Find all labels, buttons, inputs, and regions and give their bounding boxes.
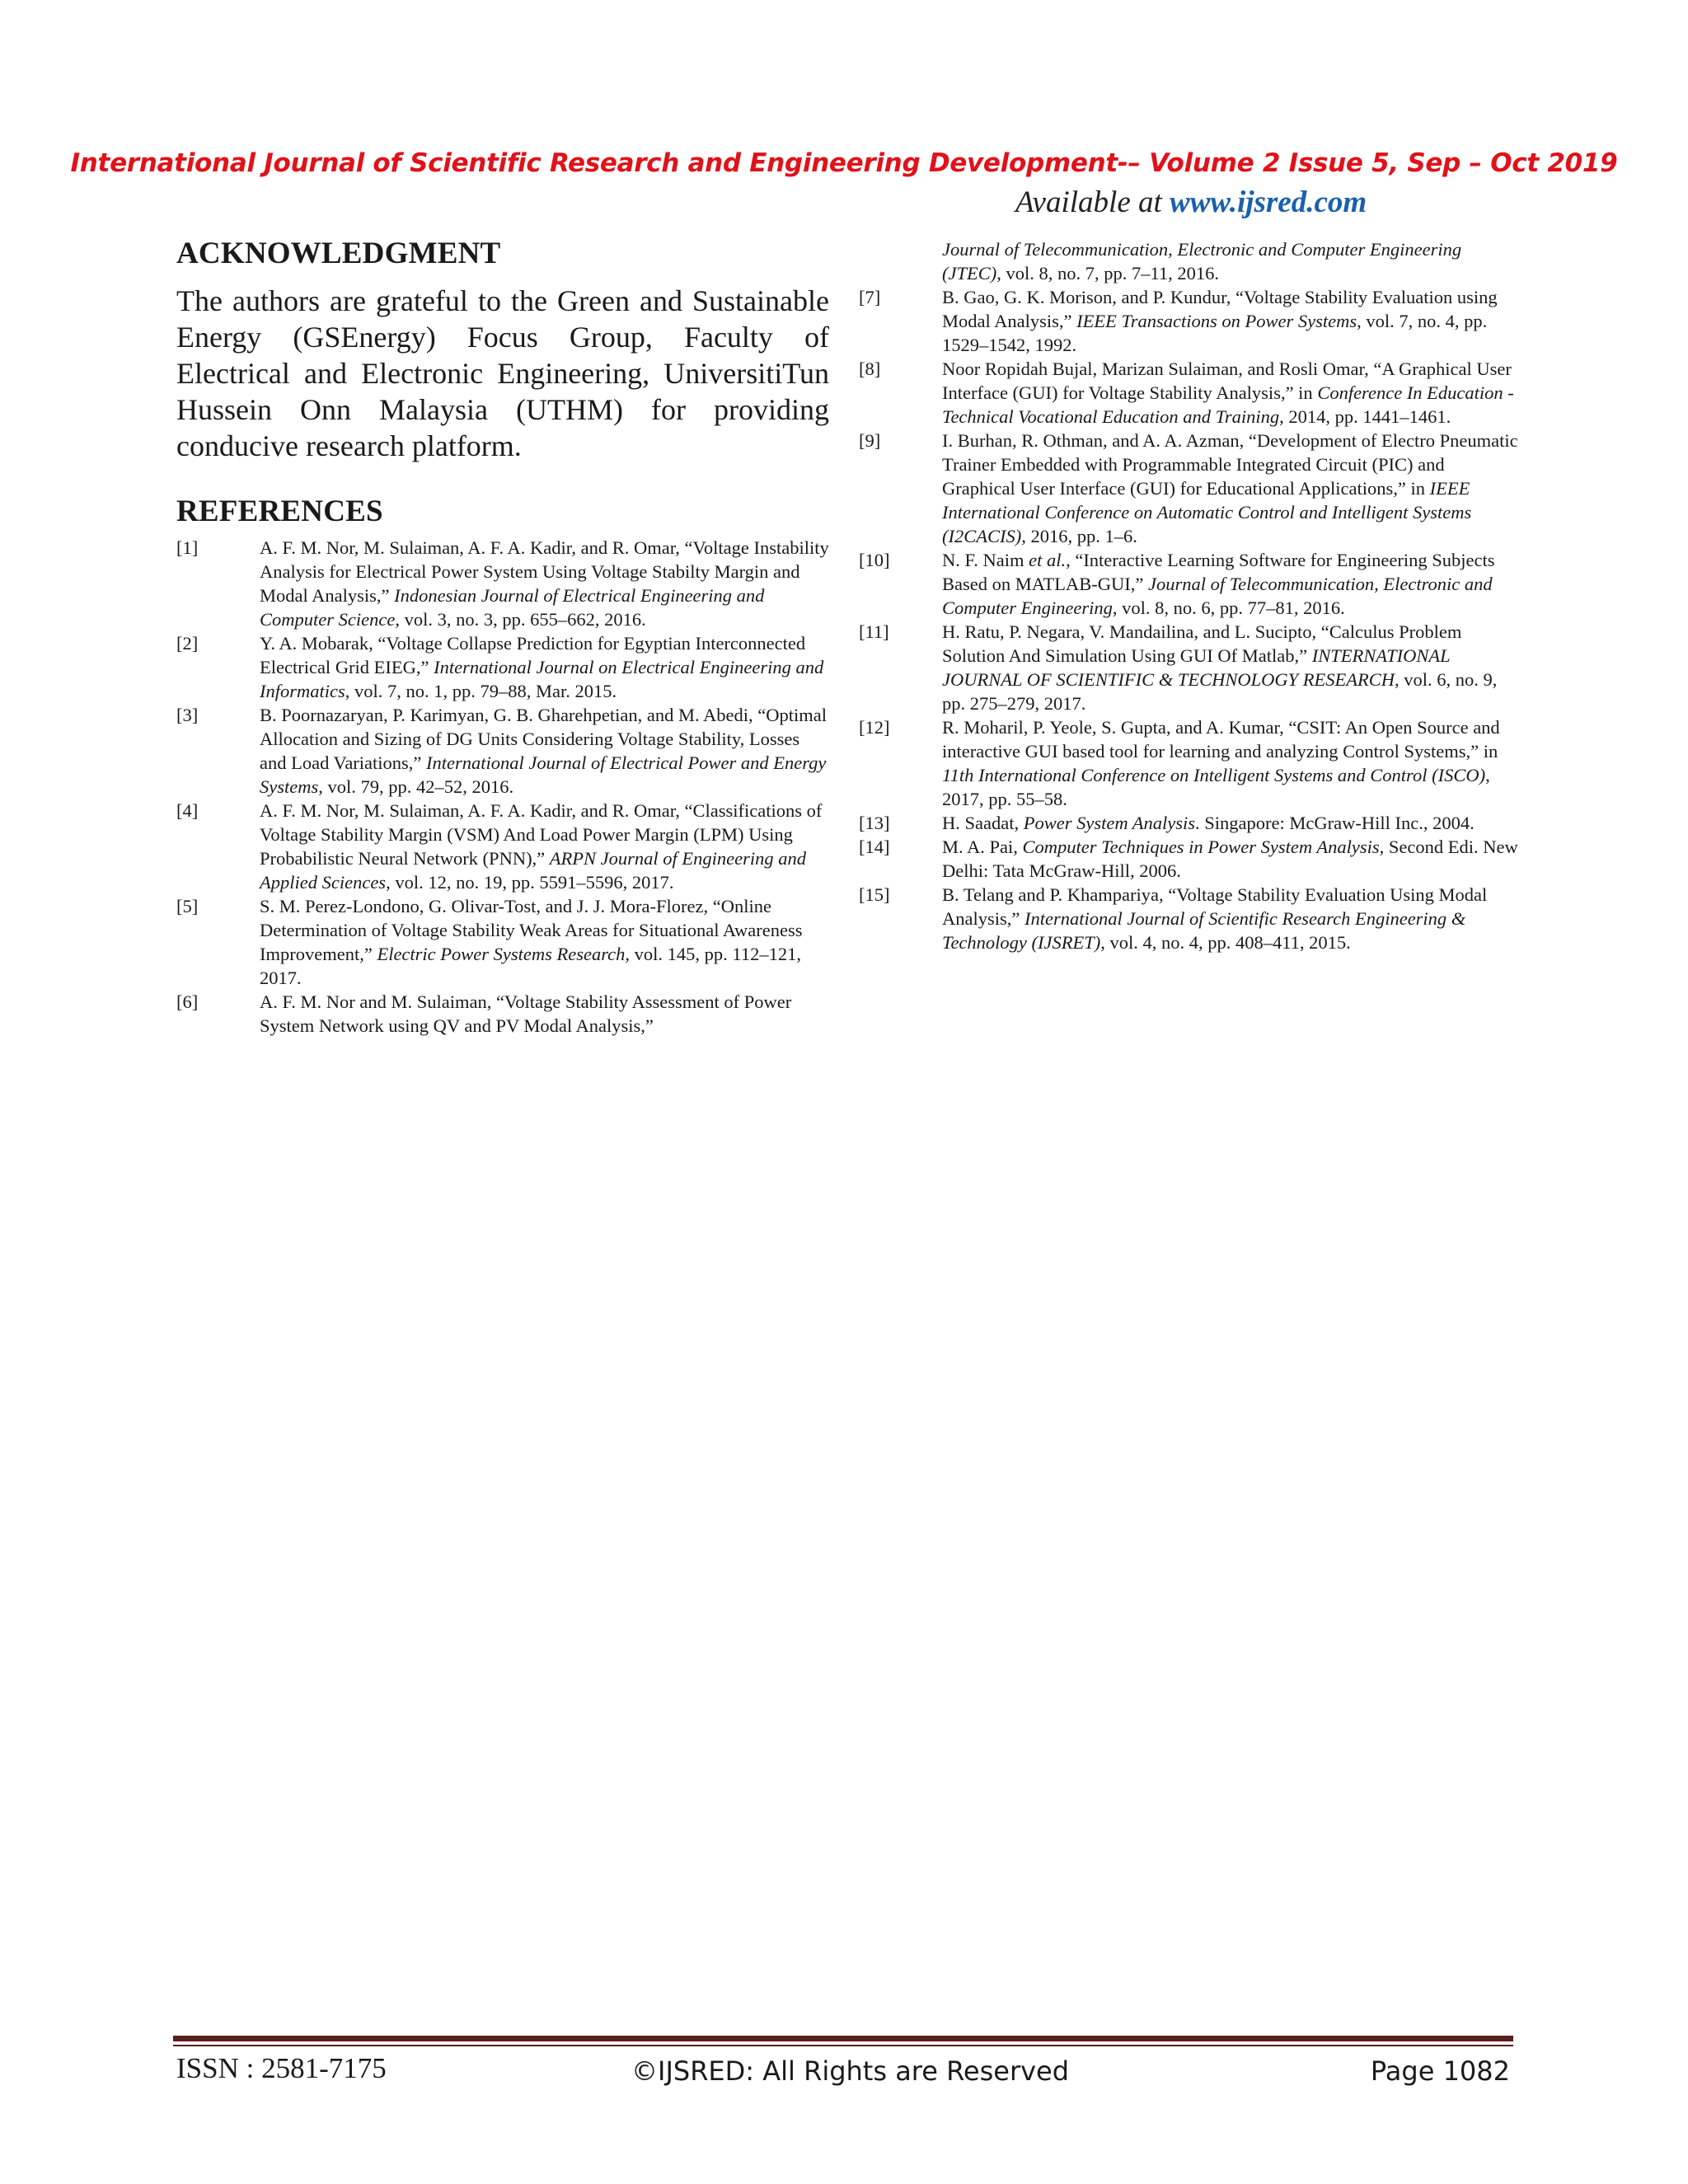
reference-text: H. Ratu, P. Negara, V. Mandailina, and L. Sucipto, “Calculus Problem Solution And Simulation Using GUI Of Matlab,” INTERNATIONAL JOURNAL OF SCIENTIFIC & TECHNOLOGY RESEARCH, vol. 6, no. 9, pp. 275–279, 2017. xyxy=(942,621,1498,714)
reference-text: Y. A. Mobarak, “Voltage Collapse Prediction for Egyptian Interconnected Electrical Grid EIEG,” International Journal on Electrical Engineering and Informatics, vol. 7, no. 1, pp. 79–88, Mar. 2015. xyxy=(260,633,824,701)
reference-text: H. Saadat, Power System Analysis. Singapore: McGraw-Hill Inc., 2004. xyxy=(942,813,1475,833)
footer-issn: ISSN : 2581-7175 xyxy=(176,2052,387,2084)
reference-number: [2] xyxy=(176,633,199,654)
reference-number: [10] xyxy=(859,550,890,570)
reference-item xyxy=(859,811,1518,835)
reference-text: M. A. Pai, Computer Techniques in Power System Analysis, Second Edi. New Delhi: Tata McGraw-Hill, 2006. xyxy=(942,837,1518,881)
reference-text: B. Telang and P. Khampariya, “Voltage Stability Evaluation Using Modal Analysis,” International Journal of Scientific Research Engineering & Technology (IJSRET), vol. 4, no. 4, pp. 408–411, 2015. xyxy=(942,884,1488,953)
reference-item xyxy=(859,835,1518,883)
journal-header: International Journal of Scientific Research and Engineering Development-– Volume 2 Issue 5, Sep – Oct 2019 xyxy=(70,148,1618,178)
reference-text: R. Moharil, P. Yeole, S. Gupta, and A. Kumar, “CSIT: An Open Source and interactive GUI based tool for learning and analyzing Control Systems,” in 11th International Conference on Intelligent Systems and Control (ISCO), 2017, pp. 55–58. xyxy=(942,717,1500,809)
reference-item xyxy=(859,429,1518,548)
journal-url[interactable]: www.ijsred.com xyxy=(1170,185,1367,219)
reference-item xyxy=(176,894,829,990)
reference-item xyxy=(176,631,829,703)
reference-number: [12] xyxy=(859,717,890,738)
reference-item xyxy=(176,799,829,894)
reference-text: S. M. Perez-Londono, G. Olivar-Tost, and J. J. Mora-Florez, “Online Determination of Voltage Stability Weak Areas for Situational Awareness Improvement,” Electric Power Systems Research, vol. 145, pp. 112–121, 2017. xyxy=(260,896,803,988)
reference-item xyxy=(176,990,829,1038)
reference-item xyxy=(859,357,1518,429)
footer-rule-thin xyxy=(173,2045,1513,2046)
acknowledgment-body: The authors are grateful to the Green and Sustainable Energy (GSEnergy) Focus Group, Faculty of Electrical and Electronic Engineering, UniversitiTun Hussein Onn Malaysia (UTHM) for providing conducive research platform. xyxy=(176,284,829,462)
reference-text: Noor Ropidah Bujal, Marizan Sulaiman, and Rosli Omar, “A Graphical User Interface (GUI) for Voltage Stability Analysis,” in Conference In Education - Technical Vocational Education and Training, 2014, pp. 1441–1461. xyxy=(942,359,1514,427)
reference-item xyxy=(176,703,829,799)
reference-list-left xyxy=(176,536,829,1038)
reference-list-right xyxy=(859,285,1518,954)
availability-prefix: Available at xyxy=(1015,185,1170,219)
reference-number: [13] xyxy=(859,813,890,833)
reference-number: [5] xyxy=(176,896,199,916)
reference-item xyxy=(859,620,1518,715)
reference-item xyxy=(859,883,1518,954)
references-heading: REFERENCES xyxy=(176,494,383,528)
reference-number: [7] xyxy=(859,287,881,307)
left-column xyxy=(176,236,829,1038)
reference-number: [9] xyxy=(859,430,881,451)
reference-number: [8] xyxy=(859,359,881,379)
reference-6-continuation: Journal of Telecommunication, Electronic and Computer Engineering (JTEC), vol. 8, no. 7, pp. 7–11, 2016. xyxy=(942,239,1462,284)
page-footer xyxy=(176,2052,1510,2093)
acknowledgment-heading: ACKNOWLEDGMENT xyxy=(176,237,501,270)
reference-text: A. F. M. Nor, M. Sulaiman, A. F. A. Kadir, and R. Omar, “Classifications of Voltage Stability Margin (VSM) And Load Power Margin (LPM) Using Probabilistic Neural Network (PNN),” ARPN Journal of Engineering and Applied Sciences, vol. 12, no. 19, pp. 5591–5596, 2017. xyxy=(260,800,823,893)
reference-item xyxy=(176,536,829,631)
reference-number: [6] xyxy=(176,991,199,1012)
reference-item xyxy=(859,715,1518,811)
footer-copyright: ©IJSRED: All Rights are Reserved xyxy=(631,2055,1070,2087)
availability-line xyxy=(1015,185,1367,220)
reference-text: N. F. Naim et al., “Interactive Learning Software for Engineering Subjects Based on MATLAB-GUI,” Journal of Telecommunication, Electronic and Computer Engineering, vol. 8, no. 6, pp. 77–81, 2016. xyxy=(942,550,1495,618)
reference-text: A. F. M. Nor, M. Sulaiman, A. F. A. Kadir, and R. Omar, “Voltage Instability Analysis for Electrical Power System Using Voltage Stabilty Margin and Modal Analysis,” Indonesian Journal of Electrical Engineering and Computer Science, vol. 3, no. 3, pp. 655–662, 2016. xyxy=(260,537,829,630)
reference-text: I. Burhan, R. Othman, and A. A. Azman, “Development of Electro Pneumatic Trainer Embedded with Programmable Integrated Circuit (PIC) and Graphical User Interface (GUI) for Educational Applications,” in IEEE International Conference on Automatic Control and Intelligent Systems (I2CACIS), 2016, pp. 1–6. xyxy=(942,430,1518,546)
reference-number: [3] xyxy=(176,705,199,725)
footer-page-number: Page 1082 xyxy=(1370,2055,1510,2087)
reference-text: B. Poornazaryan, P. Karimyan, G. B. Gharehpetian, and M. Abedi, “Optimal Allocation and Sizing of DG Units Considering Voltage Stability, Losses and Load Variations,” International Journal of Electrical Power and Energy Systems, vol. 79, pp. 42–52, 2016. xyxy=(260,705,827,797)
footer-rule xyxy=(173,2036,1513,2041)
reference-number: [1] xyxy=(176,537,199,558)
reference-number: [14] xyxy=(859,837,890,857)
reference-text: B. Gao, G. K. Morison, and P. Kundur, “Voltage Stability Evaluation using Modal Analysis,” IEEE Transactions on Power Systems, vol. 7, no. 4, pp. 1529–1542, 1992. xyxy=(942,287,1498,355)
reference-text: A. F. M. Nor and M. Sulaiman, “Voltage Stability Assessment of Power System Network using QV and PV Modal Analysis,” xyxy=(260,991,792,1036)
reference-item xyxy=(859,285,1518,357)
right-column xyxy=(859,237,1518,954)
reference-number: [15] xyxy=(859,884,890,905)
reference-number: [11] xyxy=(859,621,889,642)
reference-item xyxy=(859,548,1518,620)
reference-number: [4] xyxy=(176,800,199,821)
